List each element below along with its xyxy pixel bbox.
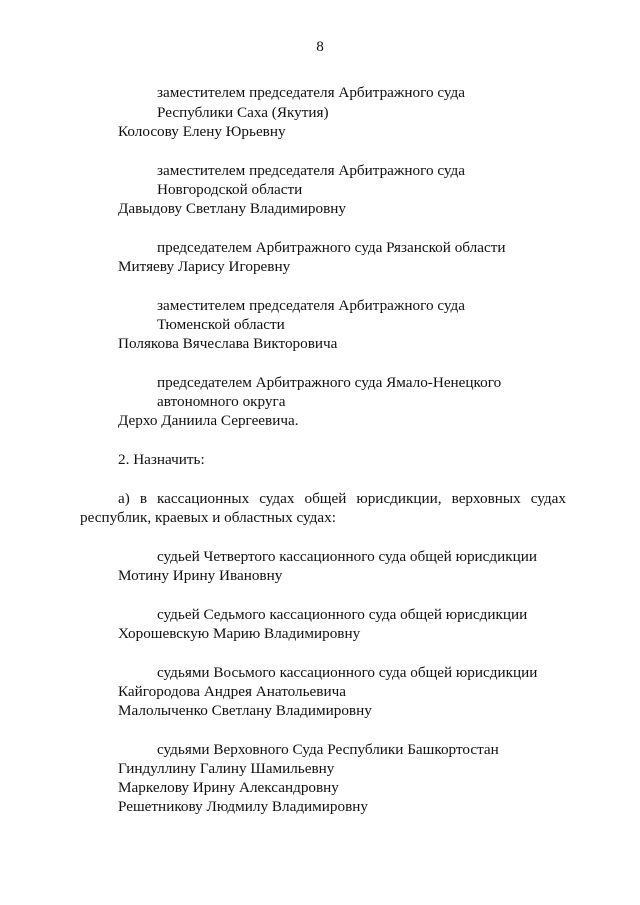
person-name: Решетникову Людмилу Владимировну	[118, 798, 368, 815]
person-name: Митяеву Ларису Игоревну	[118, 258, 291, 275]
person-name: Маркелову Ирину Александровну	[118, 779, 339, 796]
person-name: Малолыченко Светлану Владимировну	[118, 702, 372, 719]
position-line: заместителем председателя Арбитражного суда	[157, 162, 466, 179]
position-line: Республики Саха (Якутия)	[157, 104, 329, 121]
position-line: заместителем председателя Арбитражного суда	[157, 84, 466, 101]
position-line: председателем Арбитражного суда Рязанской области	[157, 239, 506, 256]
person-name: Гиндуллину Галину Шамильевну	[118, 760, 335, 777]
person-name: Хорошевскую Марию Владимировну	[118, 625, 361, 642]
section-heading: 2. Назначить:	[118, 451, 205, 468]
position-line: автономного округа	[157, 393, 286, 410]
position-line: судьей Седьмого кассационного суда общей юрисдикции	[157, 606, 528, 623]
person-name: Мотину Ирину Ивановну	[118, 567, 283, 584]
person-name: Давыдову Светлану Владимировну	[118, 200, 347, 217]
position-line: судьей Четвертого кассационного суда общей юрисдикции	[157, 548, 538, 565]
page-number: 8	[316, 38, 324, 55]
person-name: Дерхо Даниила Сергеевича.	[118, 412, 299, 429]
position-line: заместителем председателя Арбитражного суда	[157, 297, 466, 314]
position-line: председателем Арбитражного суда Ямало-Ненецкого	[157, 374, 502, 391]
position-line: судьями Верховного Суда Республики Башкортостан	[157, 741, 499, 758]
position-line: судьями Восьмого кассационного суда общей юрисдикции	[157, 664, 538, 681]
position-line: Тюменской области	[157, 316, 285, 333]
subsection-a-line: республик, краевых и областных судах:	[80, 509, 336, 526]
person-name: Полякова Вячеслава Викторовича	[118, 335, 338, 352]
position-line: Новгородской области	[157, 181, 303, 198]
subsection-a-line: а) в кассационных судах общей юрисдикции, верховных судах	[118, 490, 566, 507]
person-name: Колосову Елену Юрьевну	[118, 123, 286, 140]
person-name: Кайгородова Андрея Анатольевича	[118, 683, 346, 700]
